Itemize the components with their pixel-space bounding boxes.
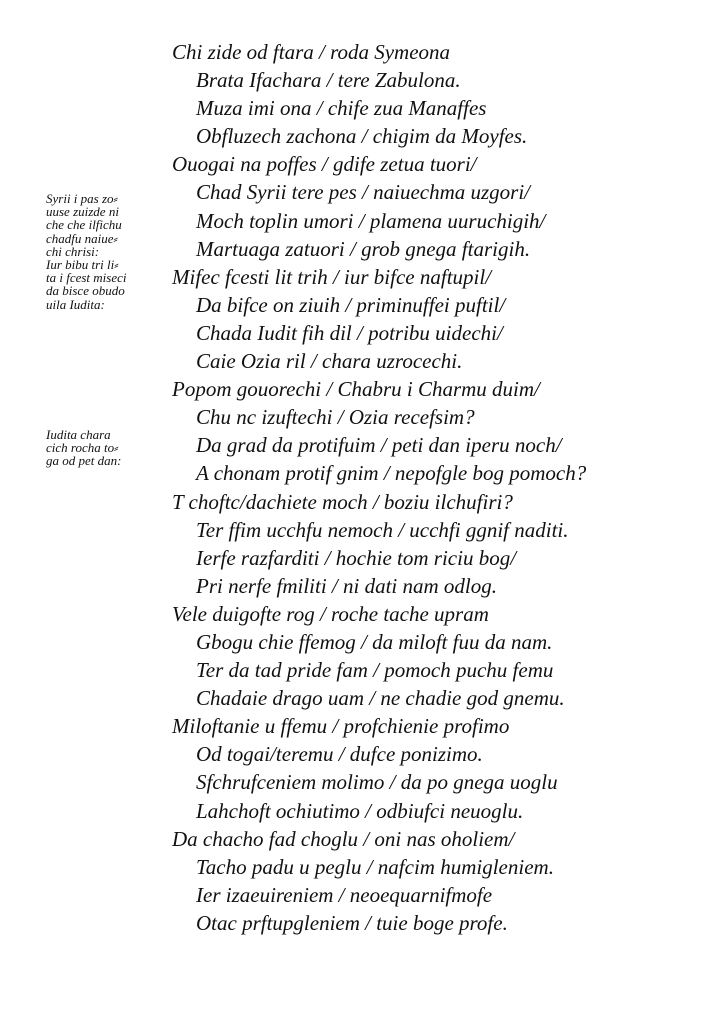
margin-note-line: Syrii i pas zo⸗ bbox=[46, 191, 118, 206]
verse-line: Miloftanie u ffemu / profchienie profimo bbox=[172, 714, 510, 739]
verse-line: T choftc/dachiete moch / boziu ilchufiri? bbox=[172, 489, 513, 514]
verse-line: Da grad da protifuim / peti dan iperu noch/ bbox=[196, 433, 562, 458]
verse-line: Brata Ifachara / tere Zabulona. bbox=[196, 68, 461, 93]
verse-line: Ter da tad pride fam / pomoch puchu femu bbox=[196, 658, 554, 683]
stanza bbox=[0, 600, 715, 712]
verse-line: Da chacho fad choglu / oni nas oholiem/ bbox=[172, 826, 515, 851]
verse-line: Tacho padu u peglu / nafcim humigleniem. bbox=[196, 854, 554, 879]
margin-note-line: uila Iudita: bbox=[46, 296, 105, 312]
verse-line: Chadaie drago uam / ne chadie god gnemu. bbox=[196, 686, 565, 711]
verse-line: Gbogu chie ffemog / da miloft fuu da nam. bbox=[196, 629, 553, 654]
margin-note-line: chadfu naiue⸗ bbox=[46, 230, 118, 246]
stanza bbox=[0, 825, 715, 937]
margin-note-line: che che ilfichu bbox=[46, 217, 122, 233]
verse-line: Obfluzech zachona / chigim da Moyfes. bbox=[196, 124, 528, 149]
verse-line: Lahchoft ochiutimo / odbiufci neuoglu. bbox=[196, 798, 524, 823]
verse-line: Pri nerfe fmiliti / ni dati nam odlog. bbox=[196, 573, 497, 598]
verse-line: Ier izaeuireniem / neoequarnifmofe bbox=[196, 882, 493, 907]
margin-note-line: chi chrisi: bbox=[46, 243, 100, 259]
verse-line: Od togai/teremu / dufce ponizimo. bbox=[196, 742, 483, 767]
margin-note-line: Iudita chara bbox=[46, 427, 111, 442]
margin-note-line: ta i fcest miseci bbox=[46, 270, 127, 286]
margin-note-line: cich rocha to⸗ bbox=[46, 440, 119, 456]
verse-line: Chu nc izuftechi / Ozia recefsim? bbox=[196, 405, 475, 430]
margin-note-line: uuse zuizde ni bbox=[46, 204, 119, 220]
verse-line: Mifec fcesti lit trih / iur bifce naftupil/ bbox=[172, 264, 492, 289]
stanza bbox=[0, 375, 715, 487]
poem-body bbox=[0, 38, 715, 937]
stanza bbox=[0, 150, 715, 262]
stanza bbox=[0, 263, 715, 375]
verse-line: Popom gouorechi / Chabru i Charmu duim/ bbox=[172, 377, 540, 402]
verse-line: Sfchrufceniem molimo / da po gnega uoglu bbox=[196, 770, 558, 795]
verse-line: Ouogai na poffes / gdife zetua tuori/ bbox=[172, 152, 477, 177]
margin-note-line: da bisce obudo bbox=[46, 283, 125, 299]
stanza bbox=[0, 38, 715, 150]
margin-note-line: ga od pet dan: bbox=[46, 453, 122, 469]
verse-line: Otac prftupgleniem / tuie boge profe. bbox=[196, 910, 508, 935]
verse-line: Muza imi ona / chife zua Manaffes bbox=[196, 96, 487, 121]
verse-line: A chonam protif gnim / nepofgle bog pomoch? bbox=[196, 461, 587, 486]
stanza bbox=[0, 712, 715, 824]
margin-note-line: Iur bibu tri li⸗ bbox=[46, 257, 119, 273]
verse-line: Chada Iudit fih dil / potribu uidechi/ bbox=[196, 320, 503, 345]
verse-line: Chad Syrii tere pes / naiuechma uzgori/ bbox=[196, 180, 531, 205]
verse-line: Chi zide od ftara / roda Symeona bbox=[172, 40, 451, 64]
verse-line: Vele duigofte rog / roche tache upram bbox=[172, 601, 489, 626]
stanza bbox=[0, 488, 715, 600]
verse-line: Caie Ozia ril / chara uzrocechi. bbox=[196, 349, 463, 374]
verse-line: Ter ffim ucchfu nemoch / ucchfi ggnif naditi. bbox=[196, 517, 569, 542]
verse-line: Ierfe razfarditi / hochie tom riciu bog/ bbox=[196, 545, 517, 570]
verse-line: Da bifce on ziuih / priminuffei puftil/ bbox=[196, 292, 506, 317]
verse-line: Moch toplin umori / plamena uuruchigih/ bbox=[196, 208, 546, 233]
verse-line: Martuaga zatuori / grob gnega ftarigih. bbox=[196, 236, 531, 261]
